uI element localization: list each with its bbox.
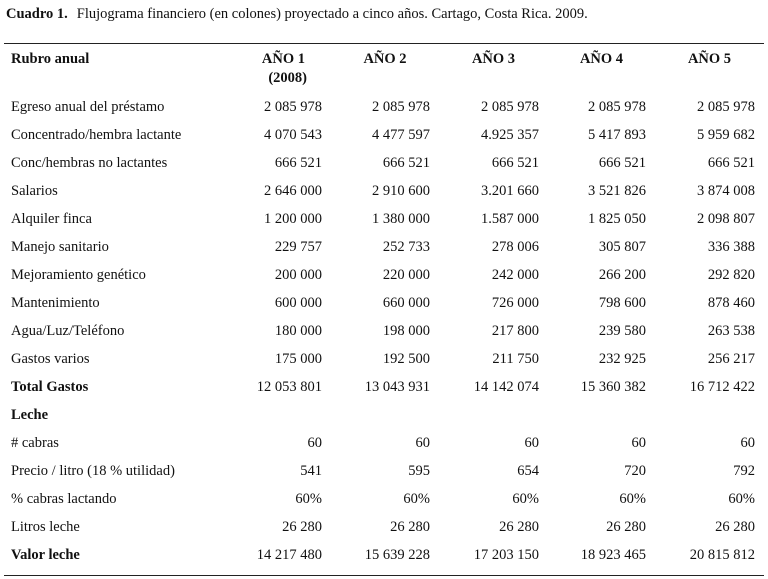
row-value-year-5 — [655, 401, 764, 429]
row-label: Manejo sanitario — [11, 238, 109, 255]
header-year-4: AÑO 4 — [579, 51, 624, 67]
row-value-year-4: 15 360 382 — [580, 378, 646, 395]
row-label: Conc/hembras no lactantes — [11, 154, 168, 171]
row-value-year-1: 60 — [307, 434, 322, 451]
table-row — [4, 205, 764, 233]
header-year-1-sub: (2008) — [268, 70, 307, 86]
row-value-year-2: 666 521 — [382, 154, 430, 171]
row-value-year-4: 266 200 — [598, 266, 646, 283]
table-row — [4, 457, 764, 485]
row-value-year-1: 600 000 — [274, 294, 322, 311]
row-label: Salarios — [11, 182, 58, 199]
row-label: Litros leche — [11, 518, 80, 535]
row-value-year-3: 217 800 — [491, 322, 539, 339]
row-value-year-5: 292 820 — [707, 266, 755, 283]
row-value-year-5: 26 280 — [715, 518, 755, 535]
row-value-year-5: 263 538 — [707, 322, 755, 339]
table-row — [4, 149, 764, 177]
row-value-year-5: 878 460 — [707, 294, 755, 311]
row-label: Precio / litro (18 % utilidad) — [11, 462, 175, 479]
row-value-year-3: 60 — [524, 434, 539, 451]
row-value-year-3: 654 — [517, 462, 539, 479]
table-row — [4, 401, 764, 429]
row-label: Total Gastos — [11, 378, 89, 395]
row-value-year-1: 2 085 978 — [264, 98, 322, 115]
row-value-year-1: 60% — [295, 490, 322, 507]
row-label: Egreso anual del préstamo — [11, 98, 165, 115]
table-row — [4, 513, 764, 541]
table-row — [4, 261, 764, 289]
row-value-year-4: 26 280 — [606, 518, 646, 535]
row-value-year-5: 336 388 — [707, 238, 755, 255]
row-value-year-1: 2 646 000 — [264, 182, 322, 199]
row-value-year-5: 60% — [728, 490, 755, 507]
row-value-year-1: 4 070 543 — [264, 126, 322, 143]
row-label: Valor leche — [11, 546, 80, 563]
table-body — [4, 93, 764, 569]
row-value-year-5: 16 712 422 — [689, 378, 755, 395]
row-value-year-2: 660 000 — [382, 294, 430, 311]
row-value-year-3: 14 142 074 — [473, 378, 539, 395]
row-value-year-3: 666 521 — [491, 154, 539, 171]
header-year-1-label: AÑO 1 — [261, 51, 305, 67]
row-label: Mantenimiento — [11, 294, 100, 311]
row-value-year-5: 2 098 807 — [697, 210, 755, 227]
row-value-year-3: 26 280 — [499, 518, 539, 535]
row-value-year-2: 13 043 931 — [364, 378, 430, 395]
row-value-year-2: 60% — [403, 490, 430, 507]
row-value-year-3: 211 750 — [492, 350, 539, 367]
row-value-year-5: 3 874 008 — [697, 182, 755, 199]
table-header — [4, 46, 764, 93]
row-value-year-3: 2 085 978 — [481, 98, 539, 115]
row-value-year-1: 541 — [300, 462, 322, 479]
row-value-year-3: 242 000 — [491, 266, 539, 283]
row-value-year-1: 175 000 — [274, 350, 322, 367]
table-row — [4, 121, 764, 149]
row-value-year-2: 60 — [415, 434, 430, 451]
row-value-year-4: 18 923 465 — [580, 546, 646, 563]
row-value-year-2: 595 — [408, 462, 430, 479]
table-row — [4, 93, 764, 121]
row-value-year-2: 2 910 600 — [372, 182, 430, 199]
row-label: Mejoramiento genético — [11, 266, 146, 283]
row-value-year-2 — [331, 401, 439, 429]
row-label: % cabras lactando — [11, 490, 117, 507]
row-value-year-2: 220 000 — [382, 266, 430, 283]
table-row — [4, 289, 764, 317]
table-row — [4, 233, 764, 261]
row-value-year-3: 3.201 660 — [481, 182, 539, 199]
row-value-year-2: 15 639 228 — [364, 546, 430, 563]
row-value-year-2: 1 380 000 — [372, 210, 430, 227]
row-value-year-5: 2 085 978 — [697, 98, 755, 115]
row-value-year-2: 2 085 978 — [372, 98, 430, 115]
row-value-year-5: 5 959 682 — [697, 126, 755, 143]
row-value-year-3: 1.587 000 — [481, 210, 539, 227]
row-value-year-4: 239 580 — [598, 322, 646, 339]
row-value-year-1: 14 217 480 — [256, 546, 322, 563]
caption-label: Cuadro 1. — [6, 6, 68, 22]
row-value-year-2: 192 500 — [382, 350, 430, 367]
row-value-year-1: 200 000 — [274, 266, 322, 283]
row-value-year-2: 26 280 — [390, 518, 430, 535]
row-value-year-1: 26 280 — [282, 518, 322, 535]
row-value-year-3: 4.925 357 — [481, 126, 539, 143]
row-value-year-2: 4 477 597 — [372, 126, 430, 143]
row-label: Gastos varios — [11, 350, 90, 367]
row-value-year-4: 3 521 826 — [588, 182, 646, 199]
header-year-5: AÑO 5 — [687, 51, 732, 67]
row-value-year-4: 232 925 — [598, 350, 646, 367]
header-year-2: AÑO 2 — [363, 51, 407, 67]
row-label: Agua/Luz/Teléfono — [11, 322, 125, 339]
row-label: Leche — [11, 406, 49, 423]
row-value-year-1: 12 053 801 — [256, 378, 322, 395]
header-year-1 — [222, 46, 331, 93]
row-value-year-3: 60% — [512, 490, 539, 507]
row-value-year-4: 720 — [624, 462, 646, 479]
row-value-year-4: 798 600 — [598, 294, 646, 311]
table-row — [4, 429, 764, 457]
header-rubro: Rubro anual — [11, 51, 90, 67]
row-value-year-1: 1 200 000 — [264, 210, 322, 227]
row-value-year-4: 60% — [619, 490, 646, 507]
row-value-year-1: 180 000 — [274, 322, 322, 339]
row-label: Alquiler finca — [11, 210, 92, 227]
row-value-year-5: 256 217 — [707, 350, 755, 367]
row-value-year-2: 252 733 — [382, 238, 430, 255]
row-value-year-3: 278 006 — [491, 238, 539, 255]
row-value-year-4 — [548, 401, 655, 429]
bottom-rule — [4, 575, 764, 576]
top-rule — [4, 43, 764, 44]
row-value-year-4: 305 807 — [598, 238, 646, 255]
row-value-year-3: 17 203 150 — [473, 546, 539, 563]
row-value-year-3 — [439, 401, 548, 429]
table-row — [4, 317, 764, 345]
row-value-year-1: 666 521 — [274, 154, 322, 171]
table-row — [4, 177, 764, 205]
row-value-year-3: 726 000 — [491, 294, 539, 311]
row-value-year-4: 666 521 — [598, 154, 646, 171]
table-caption — [6, 6, 588, 23]
row-value-year-5: 20 815 812 — [689, 546, 755, 563]
table-row — [4, 345, 764, 373]
row-value-year-4: 60 — [631, 434, 646, 451]
row-value-year-4: 2 085 978 — [588, 98, 646, 115]
row-value-year-4: 5 417 893 — [588, 126, 646, 143]
caption-text: Flujograma financiero (en colones) proyectado a cinco años. Cartago, Costa Rica. 2009. — [76, 6, 588, 22]
row-value-year-1: 229 757 — [274, 238, 322, 255]
row-value-year-1 — [222, 401, 331, 429]
row-value-year-5: 666 521 — [707, 154, 755, 171]
table-row — [4, 373, 764, 401]
row-value-year-4: 1 825 050 — [588, 210, 646, 227]
row-label: Concentrado/hembra lactante — [11, 126, 182, 143]
row-label: # cabras — [11, 434, 59, 451]
header-year-3: AÑO 3 — [471, 51, 516, 67]
row-value-year-5: 792 — [733, 462, 755, 479]
table-row — [4, 485, 764, 513]
table-row — [4, 541, 764, 569]
row-value-year-2: 198 000 — [382, 322, 430, 339]
financial-table — [4, 46, 764, 569]
row-value-year-5: 60 — [740, 434, 755, 451]
